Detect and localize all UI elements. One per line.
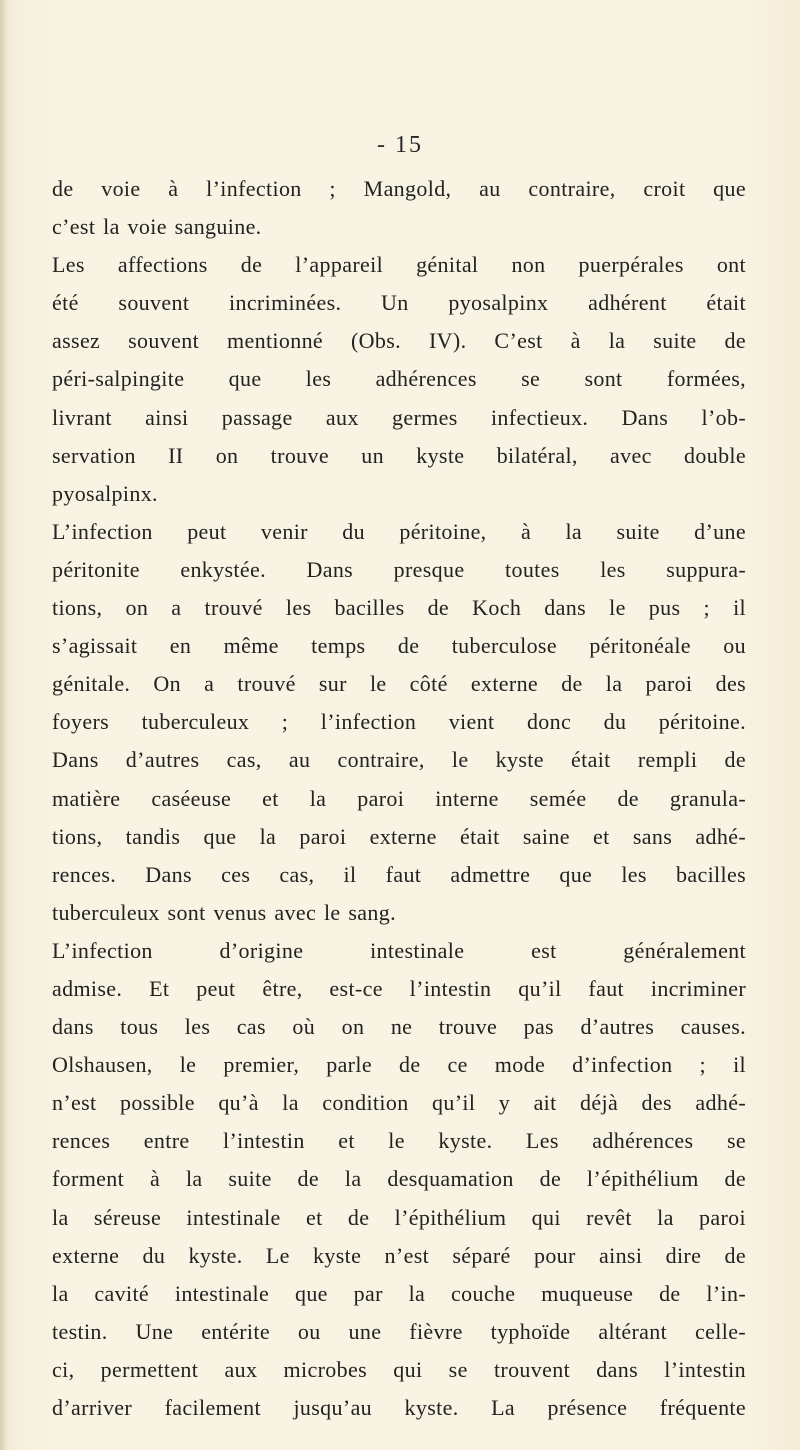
text-line: n’est possible qu’à la condition qu’il y ait déjà des adhé- [52, 1090, 746, 1116]
text-line: foyers tuberculeux ; l’infection vient donc du péritoine. [52, 709, 746, 735]
text-line: tions, tandis que la paroi externe était saine et sans adhé- [52, 823, 746, 849]
text-line: assez souvent mentionné (Obs. IV). C’est à la suite de [52, 328, 746, 354]
text-line: Dans d’autres cas, au contraire, le kyste était rempli de [52, 747, 746, 773]
text-line: Olshausen, le premier, parle de ce mode d’infection ; il [52, 1052, 746, 1078]
text-line: matière caséeuse et la paroi interne semée de granula- [52, 785, 746, 811]
text-line: ci, permettent aux microbes qui se trouvent dans l’intestin [52, 1356, 746, 1382]
text-line: servation II on trouve un kyste bilatéral, avec double [52, 442, 746, 468]
text-line: dans tous les cas où on ne trouve pas d’autres causes. [52, 1014, 746, 1040]
page-number: - 15 [377, 132, 423, 158]
text-line: s’agissait en même temps de tuberculose péritonéale ou [52, 633, 746, 659]
text-line: testin. Une entérite ou une fièvre typhoïde altérant celle- [52, 1318, 746, 1344]
text-line: tions, on a trouvé les bacilles de Koch dans le pus ; il [52, 595, 746, 621]
text-line: admise. Et peut être, est-ce l’intestin qu’il faut incriminer [52, 975, 746, 1001]
text-line: livrant ainsi passage aux germes infectieux. Dans l’ob- [52, 404, 746, 430]
text-line: pyosalpinx. [52, 480, 158, 506]
text-line: externe du kyste. Le kyste n’est séparé pour ainsi dire de [52, 1242, 746, 1268]
text-line: été souvent incriminées. Un pyosalpinx adhérent était [52, 290, 746, 316]
text-line: péritonite enkystée. Dans presque toutes les suppura- [52, 556, 746, 582]
body-text [52, 170, 746, 1427]
text-line: péri-salpingite que les adhérences se sont formées, [52, 366, 746, 392]
text-line: tuberculeux sont venus avec le sang. [52, 899, 396, 925]
text-line: rences. Dans ces cas, il faut admettre que les bacilles [52, 861, 746, 887]
text-line: d’arriver facilement jusqu’au kyste. La présence fréquente [52, 1395, 746, 1420]
text-line: la séreuse intestinale et de l’épithélium qui revêt la paroi [52, 1204, 746, 1230]
text-line: rences entre l’intestin et le kyste. Les adhérences se [52, 1128, 746, 1154]
text-line: L’infection d’origine intestinale est généralement [52, 937, 746, 963]
text-line: la cavité intestinale que par la couche muqueuse de l’in- [52, 1280, 746, 1306]
text-line: forment à la suite de la desquamation de l’épithélium de [52, 1166, 746, 1192]
text-line: c’est la voie sanguine. [52, 214, 262, 240]
text-line: L’infection peut venir du péritoine, à la suite d’une [52, 518, 746, 544]
page-binding-edge [0, 0, 6, 1450]
text-line: Les affections de l’appareil génital non puerpérales ont [52, 252, 746, 278]
text-line: de voie à l’infection ; Mangold, au contraire, croit que [52, 176, 746, 201]
text-line: génitale. On a trouvé sur le côté externe de la paroi des [52, 671, 746, 697]
